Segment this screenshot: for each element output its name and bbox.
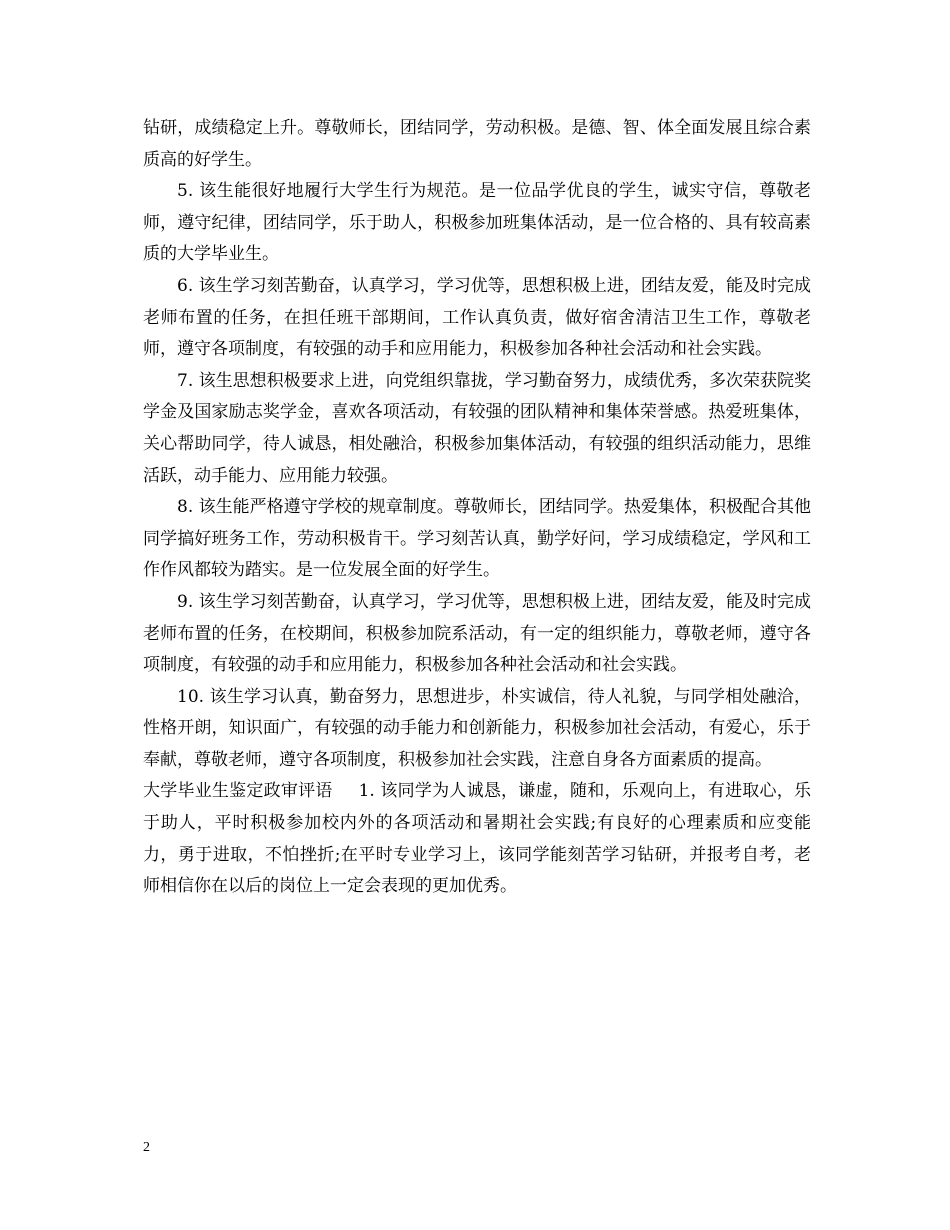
paragraph-item-6: 6. 该生学习刻苦勤奋，认真学习，学习优等，思想积极上进，团结友爱，能及时完成老师布置的任务，在担任班干部期间，工作认真负责，做好宿舍清洁卫生工作，尊敬老师，遵守各项制度，有较强的动手和应用能力，积极参加各种社会活动和社会实践。 [143, 275, 811, 360]
paragraph-continuation: 钻研，成绩稳定上升。尊敬师长，团结同学，劳动积极。是德、智、体全面发展且综合素质高的好学生。 [143, 118, 811, 170]
page-number: 2 [143, 1140, 150, 1155]
paragraph-item-10: 10. 该生学习认真，勤奋努力，思想进步，朴实诚信，待人礼貌，与同学相处融洽，性格开朗，知识面广，有较强的动手能力和创新能力，积极参加社会活动，有爱心，乐于奉献，尊敬老师，遵守各项制度，积极参加社会实践，注意自身各方面素质的提高。 [143, 686, 811, 770]
document-body [143, 113, 811, 903]
paragraph-item-5: 5. 该生能很好地履行大学生行为规范。是一位品学优良的学生，诚实守信，尊敬老师，遵守纪律，团结同学，乐于助人，积极参加班集体活动，是一位合格的、具有较高素质的大学毕业生。 [143, 181, 811, 265]
section-title: 大学毕业生鉴定政审评语 [143, 781, 333, 802]
section-item-1: 1. 该同学为人诚恳，谦虚，随和，乐观向上，有进取心，乐于助人，平时积极参加校内外的各项活动和暑期社会实践;有良好的心理素质和应变能力，勇于进取，不怕挫折;在平时专业学习上，该同学能刻苦学习钻研，并报考自考，老师相信你在以后的岗位上一定会表现的更加优秀。 [143, 781, 812, 897]
paragraph-item-9: 9. 该生学习刻苦勤奋，认真学习，学习优等，思想积极上进，团结友爱，能及时完成老师布置的任务，在校期间，积极参加院系活动，有一定的组织能力，尊敬老师，遵守各项制度，有较强的动手和应用能力，积极参加各种社会活动和社会实践。 [143, 591, 811, 676]
paragraph-item-8: 8. 该生能严格遵守学校的规章制度。尊敬师长，团结同学。热爱集体，积极配合其他同学搞好班务工作，劳动积极肯干。学习刻苦认真，勤学好问，学习成绩稳定，学风和工作作风都较为踏实。是一位发展全面的好学生。 [143, 497, 811, 581]
paragraph-item-7: 7. 该生思想积极要求上进，向党组织靠拢，学习勤奋努力，成绩优秀，多次荣获院奖学金及国家励志奖学金，喜欢各项活动，有较强的团队精神和集体荣誉感。热爱班集体，关心帮助同学，待人诚恳，相处融洽，积极参加集体活动，有较强的组织活动能力，思维活跃，动手能力、应用能力较强。 [143, 370, 811, 486]
section-paragraph [143, 776, 811, 902]
